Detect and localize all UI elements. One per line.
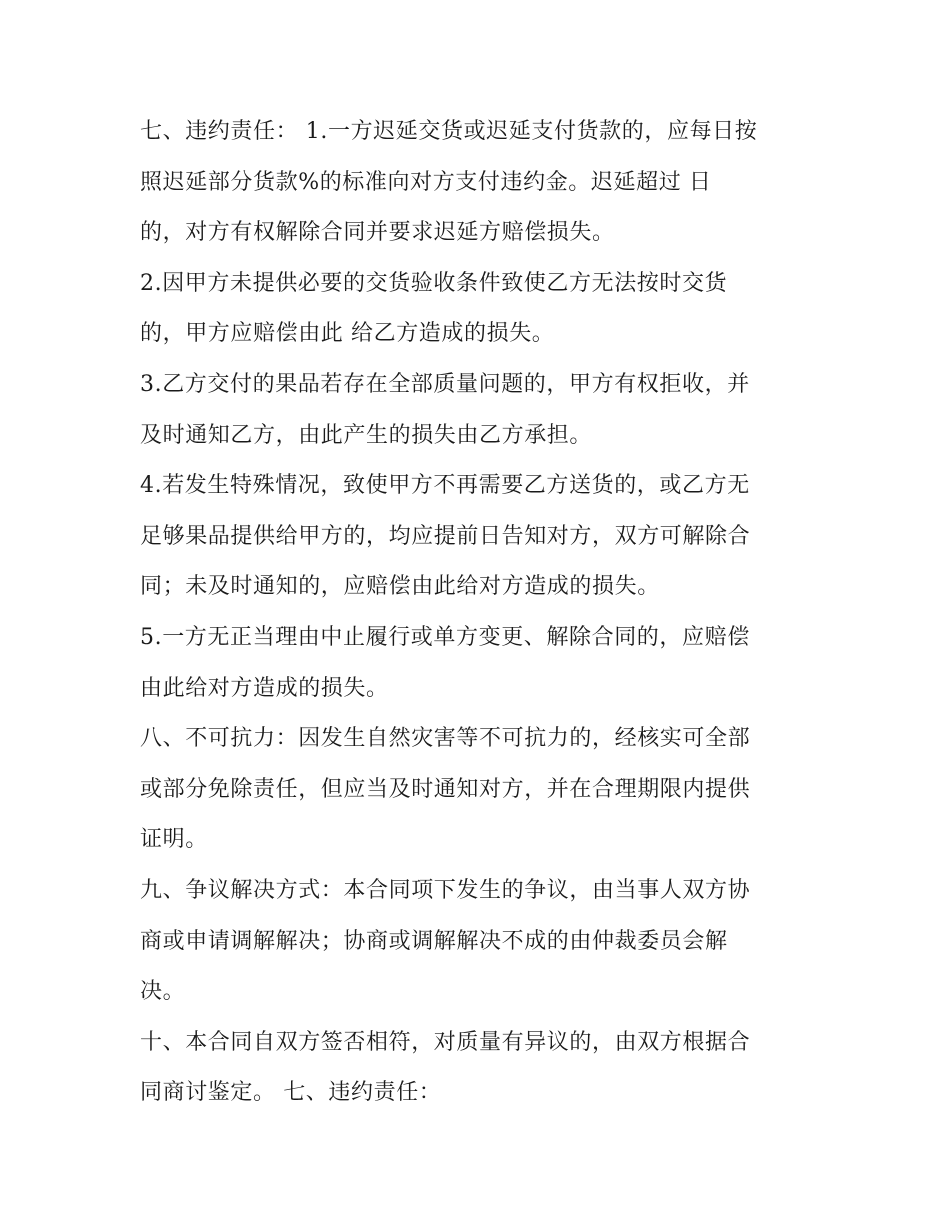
text-line: 由此给对方造成的损失。 bbox=[140, 675, 389, 701]
text-line: 的，对方有权解除合同并要求迟延方赔偿损失。 bbox=[140, 220, 615, 246]
text-line: 同；未及时通知的，应赔偿由此给对方造成的损失。 bbox=[140, 574, 660, 600]
text-line: 照迟延部分货款%的标准向对方支付违约金。迟延超过 日 bbox=[140, 169, 712, 195]
text-line: 5.一方无正当理由中止履行或单方变更、解除合同的，应赔偿 bbox=[140, 624, 750, 650]
text-line: 证明。 bbox=[140, 827, 208, 853]
text-line: 足够果品提供给甲方的，均应提前日告知对方，双方可解除合 bbox=[140, 523, 751, 549]
text-line: 的，甲方应赔偿由此 给乙方造成的损失。 bbox=[140, 321, 555, 347]
text-line: 八、不可抗力：因发生自然灾害等不可抗力的，经核实可全部 bbox=[140, 726, 751, 752]
text-line: 决。 bbox=[140, 979, 186, 1005]
text-line: 或部分免除责任，但应当及时通知对方，并在合理期限内提供 bbox=[140, 776, 751, 802]
text-line: 七、违约责任： 1.一方迟延交货或迟延支付货款的，应每日按 bbox=[140, 119, 758, 144]
document-body bbox=[140, 107, 815, 1119]
text-line: 商或申请调解解决；协商或调解解决不成的由仲裁委员会解 bbox=[140, 928, 728, 954]
text-line: 十、本合同自双方签否相符，对质量有异议的，由双方根据合 bbox=[140, 1029, 751, 1055]
text-line: 同商讨鉴定。 七、违约责任： bbox=[140, 1080, 442, 1106]
text-line: 3.乙方交付的果品若存在全部质量问题的，甲方有权拒收，并 bbox=[140, 371, 750, 397]
text-line: 及时通知乙方，由此产生的损失由乙方承担。 bbox=[140, 422, 593, 448]
text-line: 2.因甲方未提供必要的交货验收条件致使乙方无法按时交货 bbox=[140, 270, 728, 296]
text-line: 九、争议解决方式：本合同项下发生的争议，由当事人双方协 bbox=[140, 877, 751, 903]
text-line: 4.若发生特殊情况，致使甲方不再需要乙方送货的，或乙方无 bbox=[140, 473, 750, 499]
